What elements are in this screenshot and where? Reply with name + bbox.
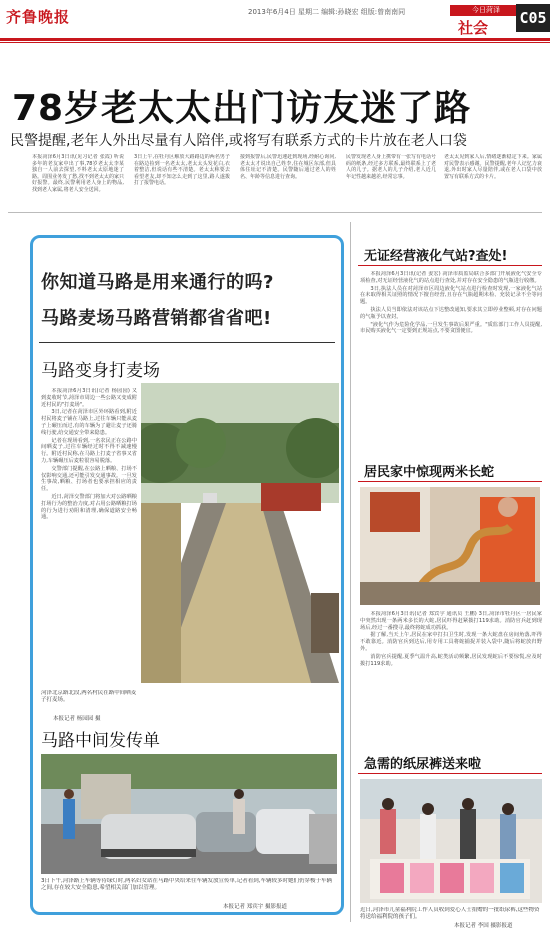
story-body-wheat-field [41, 388, 137, 680]
section-box [450, 5, 522, 35]
story-body-gas-station [360, 271, 542, 459]
photo-caption: 菏泽北京路北段,两名村民在路中间晒麦子打麦场。 [41, 690, 137, 703]
section-divider [8, 212, 542, 213]
paragraph: 本报菏泽6月3日讯(记者 姜宏) 菏泽市质监局联合多部门开展液化气安全专项检查,对无证经营液化气的站点进行查处,并对存在安全隐患的气瓶进行收缴。 [360, 271, 542, 284]
photo-wheat-on-road [141, 383, 339, 683]
byline: 本报记者 李国 摄影报道 [454, 923, 513, 929]
feature-divider [39, 342, 335, 343]
story-title-snake: 居民家中惊现两米长蛇 [364, 465, 495, 480]
photo-leaflets-in-traffic [41, 754, 337, 874]
story-body-snake [360, 611, 542, 741]
photo-caption: 近日,菏泽市儿童福利院工作人员收到爱心人士捐赠的一批纸尿裤,这些物资将送给福利院的孩子们。 [360, 907, 540, 920]
paragraph: 交警部门提醒,在公路上晒粮、打场不仅影响交通,还可能引发交通事故。一旦发生事故,晒粮、打场者也要承担相应的责任。 [41, 465, 137, 493]
page-number: C05 [516, 4, 550, 32]
paragraph: 消防官兵提醒,夏季气温升高,蛇类活动频繁,居民发现蛇后不要惊慌,应及时拨打119求助。 [360, 653, 542, 667]
paragraph: 近日,菏泽交警部门将加大对公路晒粮打场行为的整治力度,对占用公路晒粮打场的行为进行劝阻和清理,确保道路安全畅通。 [41, 493, 137, 521]
lead-column: 民警发现老人身上携带有一张写有电话号码的纸条,经过多方联系,最终联系上了老人的儿子。据老人的儿子介绍,老人近几年记性越来越差,经常忘事。 [346, 154, 436, 180]
byline: 本报记者 郑宾宇 摄影报道 [223, 904, 287, 910]
paragraph: 执法人员当即依法对该站点下达整改通知,要求其立即停业整顿,对存在问题的气瓶予以查封。 [360, 306, 542, 320]
paper-name: 齐鲁晚报 [6, 8, 71, 26]
paragraph: 3日,记者在菏泽市区外环路看到,附近村民将麦子铺在马路上,过往车辆只能从麦子上碾压而过,有的车辆为了避让麦子还骑线行驶,给交通安全带来隐患。 [41, 409, 137, 436]
paragraph: 本报菏泽6月3日讯(记者 杨园园) 又到麦收时节,菏泽市周边一些公路又变成附近村民的"打麦场"。 [41, 388, 137, 408]
title-rule [358, 773, 542, 774]
lead-column: 本报菏泽6月3日讯(见习记者 张霞) 听说多年的老友家中出了事,78岁老太太李某独自一人前去探望,不料老太太原地迷了路。周围业务发了愁,找不到老太太的家只好报警。最终,民警利用老人身上的物品,找到老人家属,将老人安全送回。 [32, 154, 124, 193]
paragraph: 3日,执法人员在对菏泽市区周边液化气站点进行检查时发现,一家液化气站在未取得相关证照的情况下擅自经营,且存在气瓶超期未检、充装记录不全等问题。 [360, 285, 542, 306]
story-title-leaflets: 马路中间发传单 [41, 731, 160, 751]
paragraph: 记者在现场看到,一名农民正在公路中间晒麦子,过往车辆经过时不得不减速慢行。附近村民称,在马路上打麦子省事又省力,车辆碾压后麦粒很容易脱落。 [41, 437, 137, 464]
masthead-rule [0, 38, 550, 41]
feature-box [30, 235, 344, 915]
paragraph: 本报菏泽6月3日讯(记者 郑宾宇 通讯员 王鹏) 3日,菏泽市牡丹区一居民家中突然出现一条两米多长的大蛇,居民吓得赶紧拨打119求助。消防官兵赶到现场后,经过一番搜寻,最终将蛇成功抓获。 [360, 611, 542, 631]
photo-diapers [360, 779, 542, 903]
masthead-rule-thin [0, 42, 550, 43]
section-tag: 今日菏泽 [450, 5, 522, 16]
feature-title: 你知道马路是用来通行的吗? [41, 272, 274, 293]
byline: 本报记者 杨园园 摄 [53, 716, 101, 722]
lead-headline: 78岁老太太出门访友迷了路 [12, 88, 472, 129]
photo-caption: 3日下午,菏泽路上车辆等待绿灯时,两名妇女站在马路中央给来往车辆发放宣传单,记者看到,车辆较多时她们仍穿梭于车辆之间,存在较大安全隐患,希望相关部门加以管理。 [41, 878, 332, 891]
title-rule [358, 265, 542, 266]
paragraph: "液化气作为危险化学品,一旦发生事故后果严重。"质监部门工作人员提醒,市民购买液化气一定要到正规站点,不要贪图便宜。 [360, 321, 542, 335]
issue-line: 2013年6月4日 星期二 编辑:孙晓宏 组版:曾南南同 [248, 8, 406, 16]
lead-column: 老太太见到家人后,情绪逐渐稳定下来。家属对民警表示感谢。民警提醒,老年人记忆力衰退,外出时家人尽量陪伴,或在老人口袋中放置写有联系方式的卡片。 [444, 154, 542, 180]
story-title-wheat-field: 马路变身打麦场 [41, 361, 160, 381]
story-title-gas-station: 无证经营液化气站?查处! [364, 249, 508, 264]
lead-column: 3日上午,在牡丹区解放大路路边的两名男子在路边捡到一名老太太,老太太头发花白,衣着整洁,但说话有些不清楚。老太太称要去看望老友,却不知怎么走到了这里,路人遂拨打了报警电话。 [134, 154, 230, 187]
lead-column: 接到报警后,民警迅速赶到现场,经耐心询问,老太太才说出自己姓李,住在城区东部,但具体住址记不清楚。民警随后通过老人的姓名、年龄等信息进行查询。 [240, 154, 336, 180]
lead-subhead: 民警提醒,老年人外出尽量有人陪伴,或将写有联系方式的卡片放在老人口袋 [10, 133, 467, 149]
story-title-diapers: 急需的纸尿裤送来啦 [364, 757, 482, 772]
masthead [0, 0, 550, 38]
column-divider [350, 222, 351, 922]
paragraph: 据了解,当天上午,居民在家中打扫卫生时,发现一条大蛇盘在房间角落,吓得不敢靠近。消防官兵到达后,用专用工具将蛇捕捉并装入袋中,随后将蛇放归野外。 [360, 632, 542, 652]
photo-snake [360, 487, 540, 605]
title-rule [358, 481, 542, 482]
section-name: 社会 [458, 19, 489, 37]
feature-title: 马路麦场马路营销都省省吧! [41, 308, 272, 329]
